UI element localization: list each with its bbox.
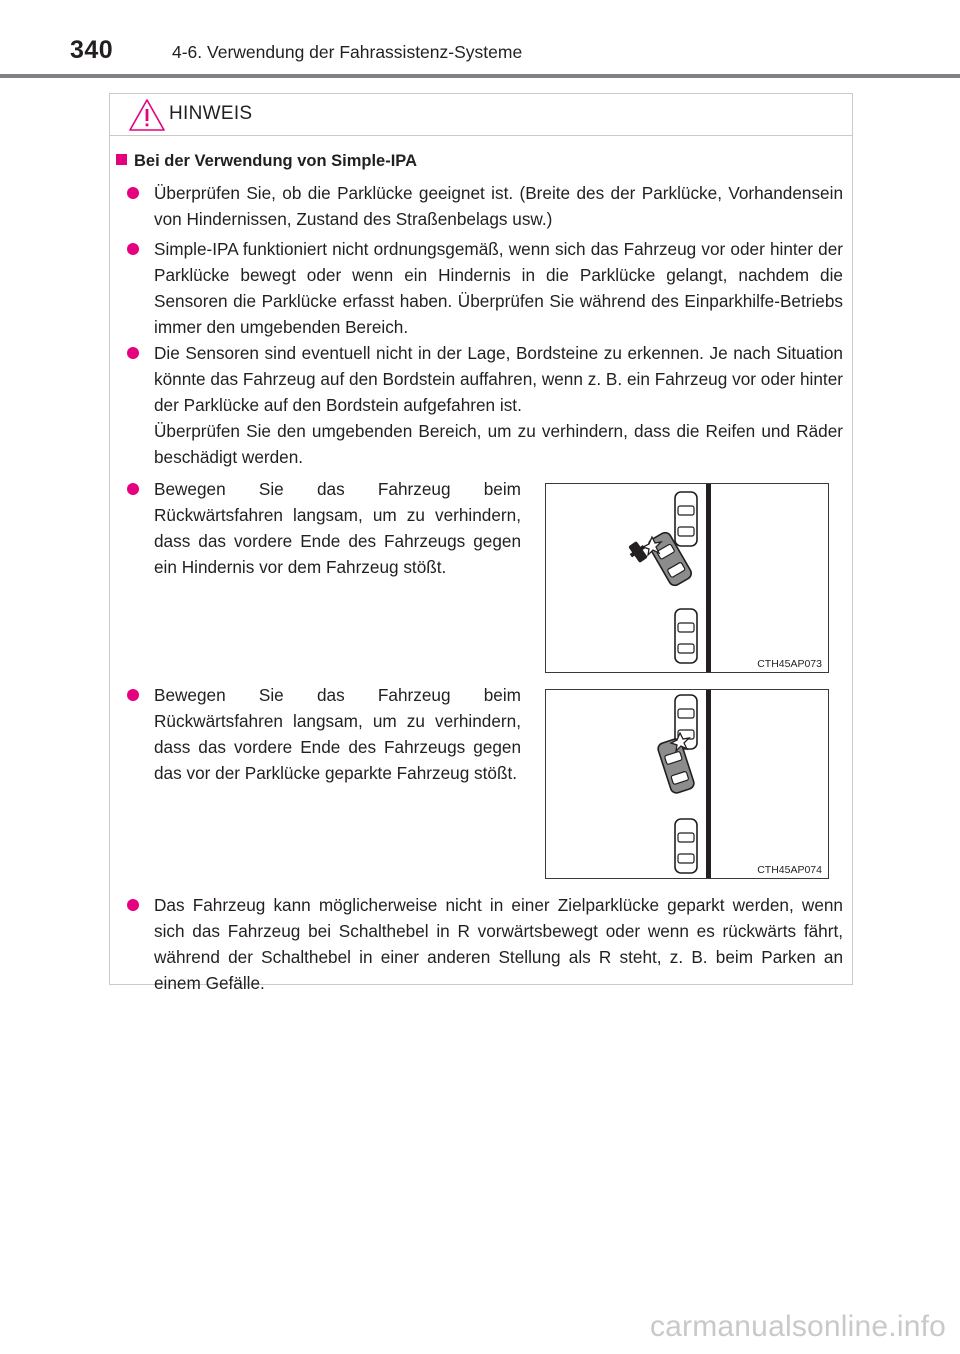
figure-code: CTH45AP073: [757, 658, 822, 670]
parking-illustration-car: [545, 689, 829, 879]
page-number: 340: [70, 36, 114, 64]
parked-car-rear: [675, 819, 697, 873]
bullet-dot-icon: [127, 899, 139, 911]
warning-triangle-icon: [128, 98, 166, 132]
obstacle-hydrant: [626, 539, 651, 565]
bullet-item: [127, 340, 843, 470]
bullet-dot-icon: [127, 483, 139, 495]
bullet-dot-icon: [127, 187, 139, 199]
parked-car-front: [675, 492, 697, 546]
bullet-dot-icon: [127, 689, 139, 701]
bullet-text: Bewegen Sie das Fahrzeug beim Rückwärtsfahren langsam, um zu verhindern, dass das vordere Ende des Fahrzeugs gegen das vor der Parklücke geparkte Fahrzeug stößt.: [154, 685, 521, 783]
parking-diagram: [546, 690, 828, 878]
bullet-item: [127, 892, 843, 996]
notice-title: HINWEIS: [169, 103, 253, 124]
header-rule: [0, 74, 960, 78]
page-header: [0, 0, 960, 80]
bullet-text: Simple-IPA funktioniert nicht ordnungsgemäß, wenn sich das Fahrzeug vor oder hinter der Parklücke bewegt oder wenn ein Hindernis in die Parklücke gelangt, nachdem die Sensoren die Parklücke erfasst haben. Überprüfen Sie während des Einparkhilfe-Betriebs immer den umgebenden Bereich.: [154, 239, 843, 337]
notice-box: [109, 93, 853, 993]
bullet-item: [127, 180, 843, 232]
notice-header: [110, 94, 852, 136]
bullet-text: Die Sensoren sind eventuell nicht in der Lage, Bordsteine zu erkennen. Je nach Situation könnte das Fahrzeug auf den Bordstein auffahren, wenn z. B. ein Fahrzeug vor oder hinter der Parklücke auf den Bordstein aufgefahren ist.: [154, 343, 843, 415]
bullet-item: [127, 476, 521, 580]
bullet-item: [127, 682, 521, 786]
parking-illustration-obstacle: [545, 483, 829, 673]
notice-heading: [116, 152, 417, 171]
section-title: 4-6. Verwendung der Fahrassistenz-Systeme: [172, 42, 523, 62]
bullet-dot-icon: [127, 243, 139, 255]
bullet-item: [127, 236, 843, 340]
square-bullet-icon: [116, 154, 127, 165]
figure-code: CTH45AP074: [757, 864, 822, 876]
bullet-text: Überprüfen Sie, ob die Parklücke geeignet ist. (Breite des der Parklücke, Vorhandensein von Hindernissen, Zustand des Straßenbelags usw.): [154, 183, 843, 229]
watermark-logo: carmanualsonline.info: [649, 1310, 946, 1343]
bullet-text: Das Fahrzeug kann möglicherweise nicht in einer Zielparklücke geparkt werden, wenn sich das Fahrzeug bei Schalthebel in R vorwärtsbewegt oder wenn es rückwärts fährt, während der Schalthebel in einer anderen Stellung als R steht, z. B. beim Parken an einem Gefälle.: [154, 895, 843, 993]
parking-diagram: [546, 484, 828, 672]
bullet-text-continued: Überprüfen Sie den umgebenden Bereich, um zu verhindern, dass die Reifen und Räder beschädigt werden.: [154, 421, 843, 467]
bullet-text: Bewegen Sie das Fahrzeug beim Rückwärtsfahren langsam, um zu verhindern, dass das vordere Ende des Fahrzeugs gegen ein Hindernis vor dem Fahrzeug stößt.: [154, 479, 521, 577]
notice-heading-text: Bei der Verwendung von Simple-IPA: [134, 152, 417, 170]
parked-car-rear: [675, 609, 697, 663]
bullet-dot-icon: [127, 347, 139, 359]
